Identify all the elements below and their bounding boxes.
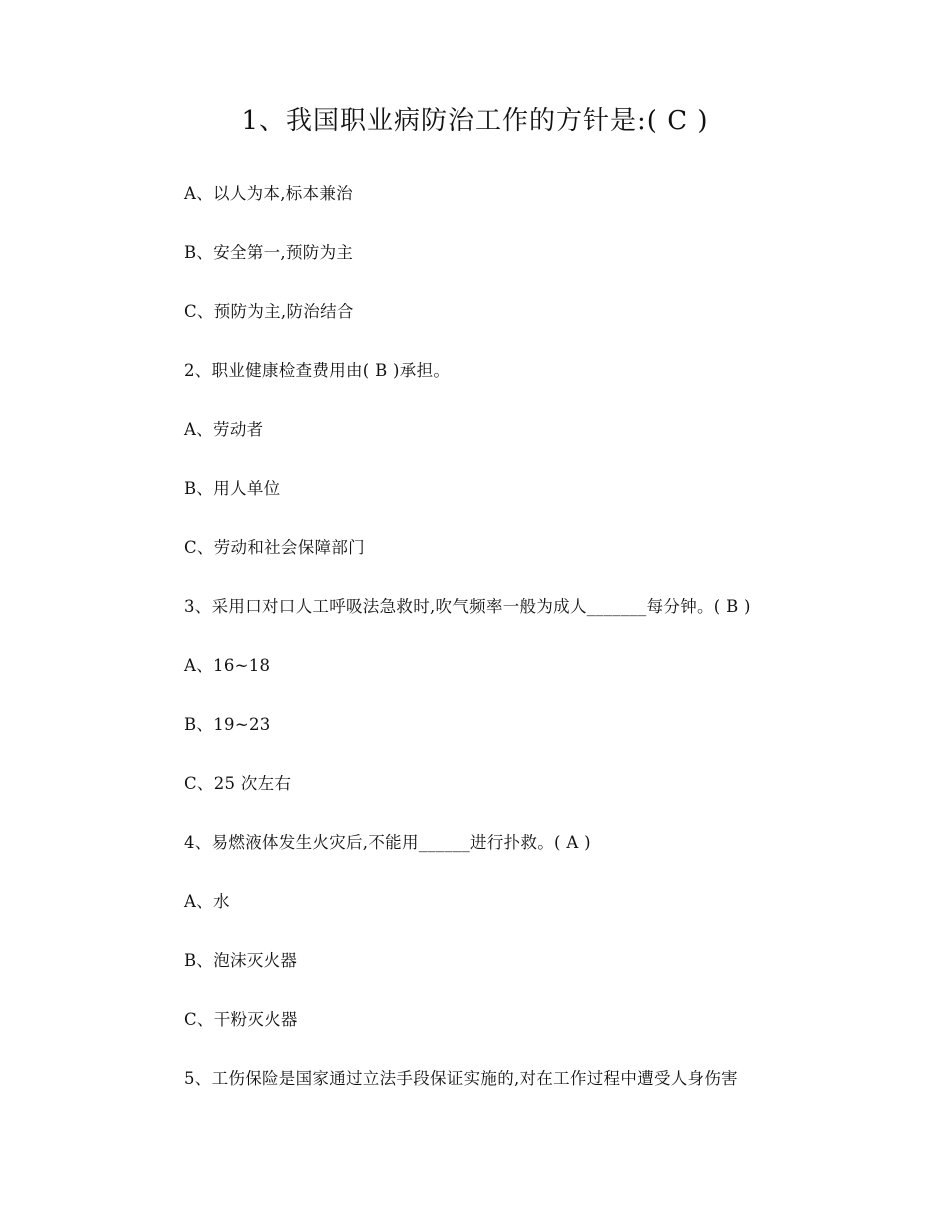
option-4a: A、水 xyxy=(184,892,230,911)
question-4: 4、易燃液体发生火灾后,不能用______进行扑救。( A ) xyxy=(184,833,591,852)
option-1c: C、预防为主,防治结合 xyxy=(184,302,354,321)
option-2c: C、劳动和社会保障部门 xyxy=(184,538,365,557)
option-4b: B、泡沫灭火器 xyxy=(184,951,298,970)
option-2b: B、用人单位 xyxy=(184,479,281,498)
question-5: 5、工伤保险是国家通过立法手段保证实施的,对在工作过程中遭受人身伤害 xyxy=(184,1069,738,1088)
option-4c: C、干粉灭火器 xyxy=(184,1010,298,1029)
option-3b: B、19~23 xyxy=(184,715,271,734)
option-3a: A、16~18 xyxy=(184,656,271,675)
option-1a: A、以人为本,标本兼治 xyxy=(184,184,353,203)
question-3: 3、采用口对口人工呼吸法急救时,吹气频率一般为成人_______每分钟。( B ) xyxy=(184,597,751,616)
question-1-title: 1、我国职业病防治工作的方针是:( C ) xyxy=(241,106,709,136)
question-2: 2、职业健康检查费用由( B )承担。 xyxy=(184,361,451,380)
question-lines xyxy=(184,180,904,1124)
option-1b: B、安全第一,预防为主 xyxy=(184,243,354,262)
option-2a: A、劳动者 xyxy=(184,420,264,439)
option-3c: C、25 次左右 xyxy=(184,774,292,793)
